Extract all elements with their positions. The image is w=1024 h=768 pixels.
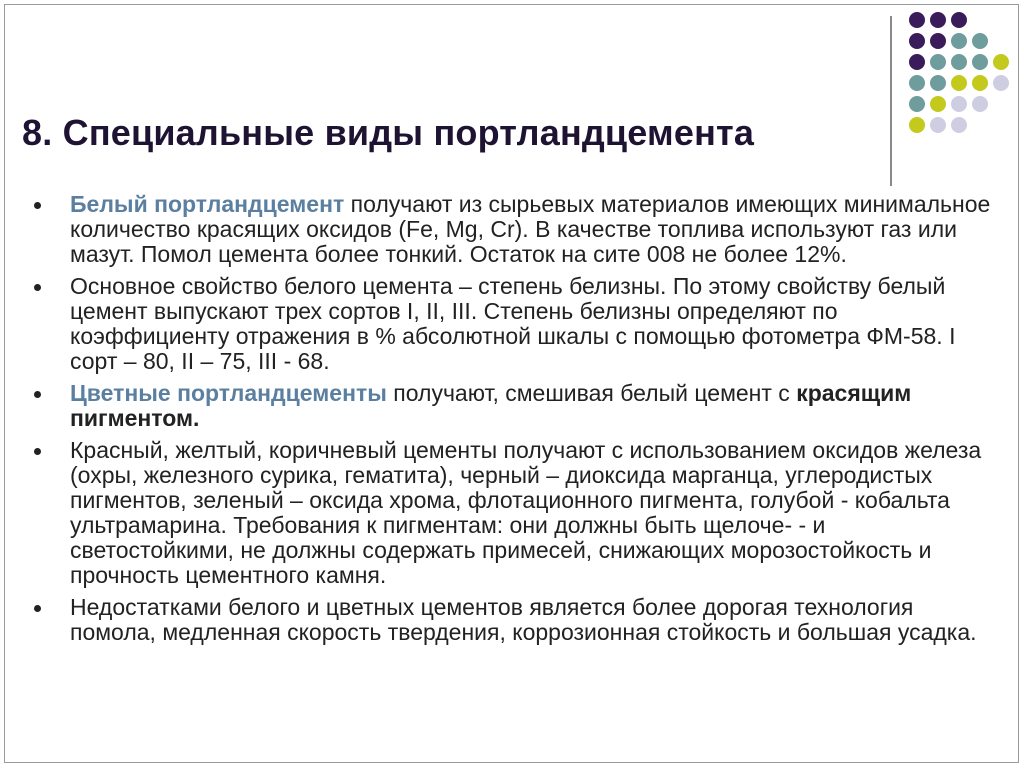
decorative-dot — [951, 117, 967, 133]
decorative-dot — [930, 96, 946, 112]
decorative-dot — [909, 54, 925, 70]
bullet-item-disadvantages — [32, 595, 992, 645]
decorative-dot — [909, 12, 925, 28]
decorative-dot — [951, 33, 967, 49]
decorative-dot — [951, 54, 967, 70]
bullet-list — [32, 192, 992, 652]
decorative-dot — [930, 75, 946, 91]
decorative-dot — [909, 75, 925, 91]
bullet-text: получают из сырьевых материалов имеющих минимальное количество красящих оксидов (Fe, Mg, Cr). В качестве топлива используют газ или мазут. Помол цемента более тонкий. Остаток на сите 008 не более 12%. — [70, 191, 991, 267]
bullet-item-white-cement — [32, 192, 992, 267]
decorative-dot — [930, 33, 946, 49]
bullet-point-icon — [34, 284, 41, 291]
slide-title: 8. Специальные виды портландцемента — [22, 112, 755, 153]
decorative-dot — [972, 54, 988, 70]
bullet-text: Красный, желтый, коричневый цементы получают с использованием оксидов железа (охры, железного сурика, гематита), черный – диоксида марганца, углеродистых пигментов, зеленый – оксида хрома, флотационного пигмента, голубой - кобальта ультрамарина. Требования к пигментам: они должны быть щелоче- - и светостойкими, не должны содержать примесей, снижающих морозостойкость и прочность цементного камня. — [70, 437, 982, 588]
decorative-dot — [972, 33, 988, 49]
decorative-dot — [951, 75, 967, 91]
bullet-point-icon — [34, 605, 41, 612]
decorative-dot — [909, 96, 925, 112]
decorative-dot — [993, 75, 1009, 91]
bullet-text: Недостатками белого и цветных цементов является более дорогая технология помола, медленная скорость твердения, коррозионная стойкость и большая усадка. — [70, 594, 977, 645]
bullet-point-icon — [34, 202, 41, 209]
decorative-dot — [972, 75, 988, 91]
decorative-dot — [951, 12, 967, 28]
decorative-dot — [951, 96, 967, 112]
decorative-dot — [930, 54, 946, 70]
decorative-dot — [909, 117, 925, 133]
term-colored-cement: Цветные портландцементы — [70, 380, 387, 406]
decorative-dot — [993, 54, 1009, 70]
decorative-dot — [972, 96, 988, 112]
bullet-item-colored-cement — [32, 381, 992, 431]
title-divider-line — [890, 16, 892, 186]
decorative-dot-grid — [909, 12, 1019, 172]
decorative-dot — [909, 33, 925, 49]
bullet-text: Основное свойство белого цемента – степень белизны. По этому свойству белый цемент выпускают трех сортов I, II, III. Степень белизны определяют по коэффициенту отражения в % абсолютной шкалы с помощью фотометра ФМ-58. I сорт – 80, II – 75, III - 68. — [70, 273, 956, 374]
term-white-cement: Белый портландцемент — [70, 191, 345, 217]
bullet-point-icon — [34, 391, 41, 398]
decorative-dot — [930, 12, 946, 28]
bullet-point-icon — [34, 448, 41, 455]
bullet-item-whiteness — [32, 274, 992, 374]
bold-pigment-text: красящим пигментом. — [70, 380, 912, 431]
bullet-item-pigments — [32, 438, 992, 588]
bullet-text: получают, смешивая белый цемент с — [386, 380, 797, 406]
decorative-dot — [930, 117, 946, 133]
